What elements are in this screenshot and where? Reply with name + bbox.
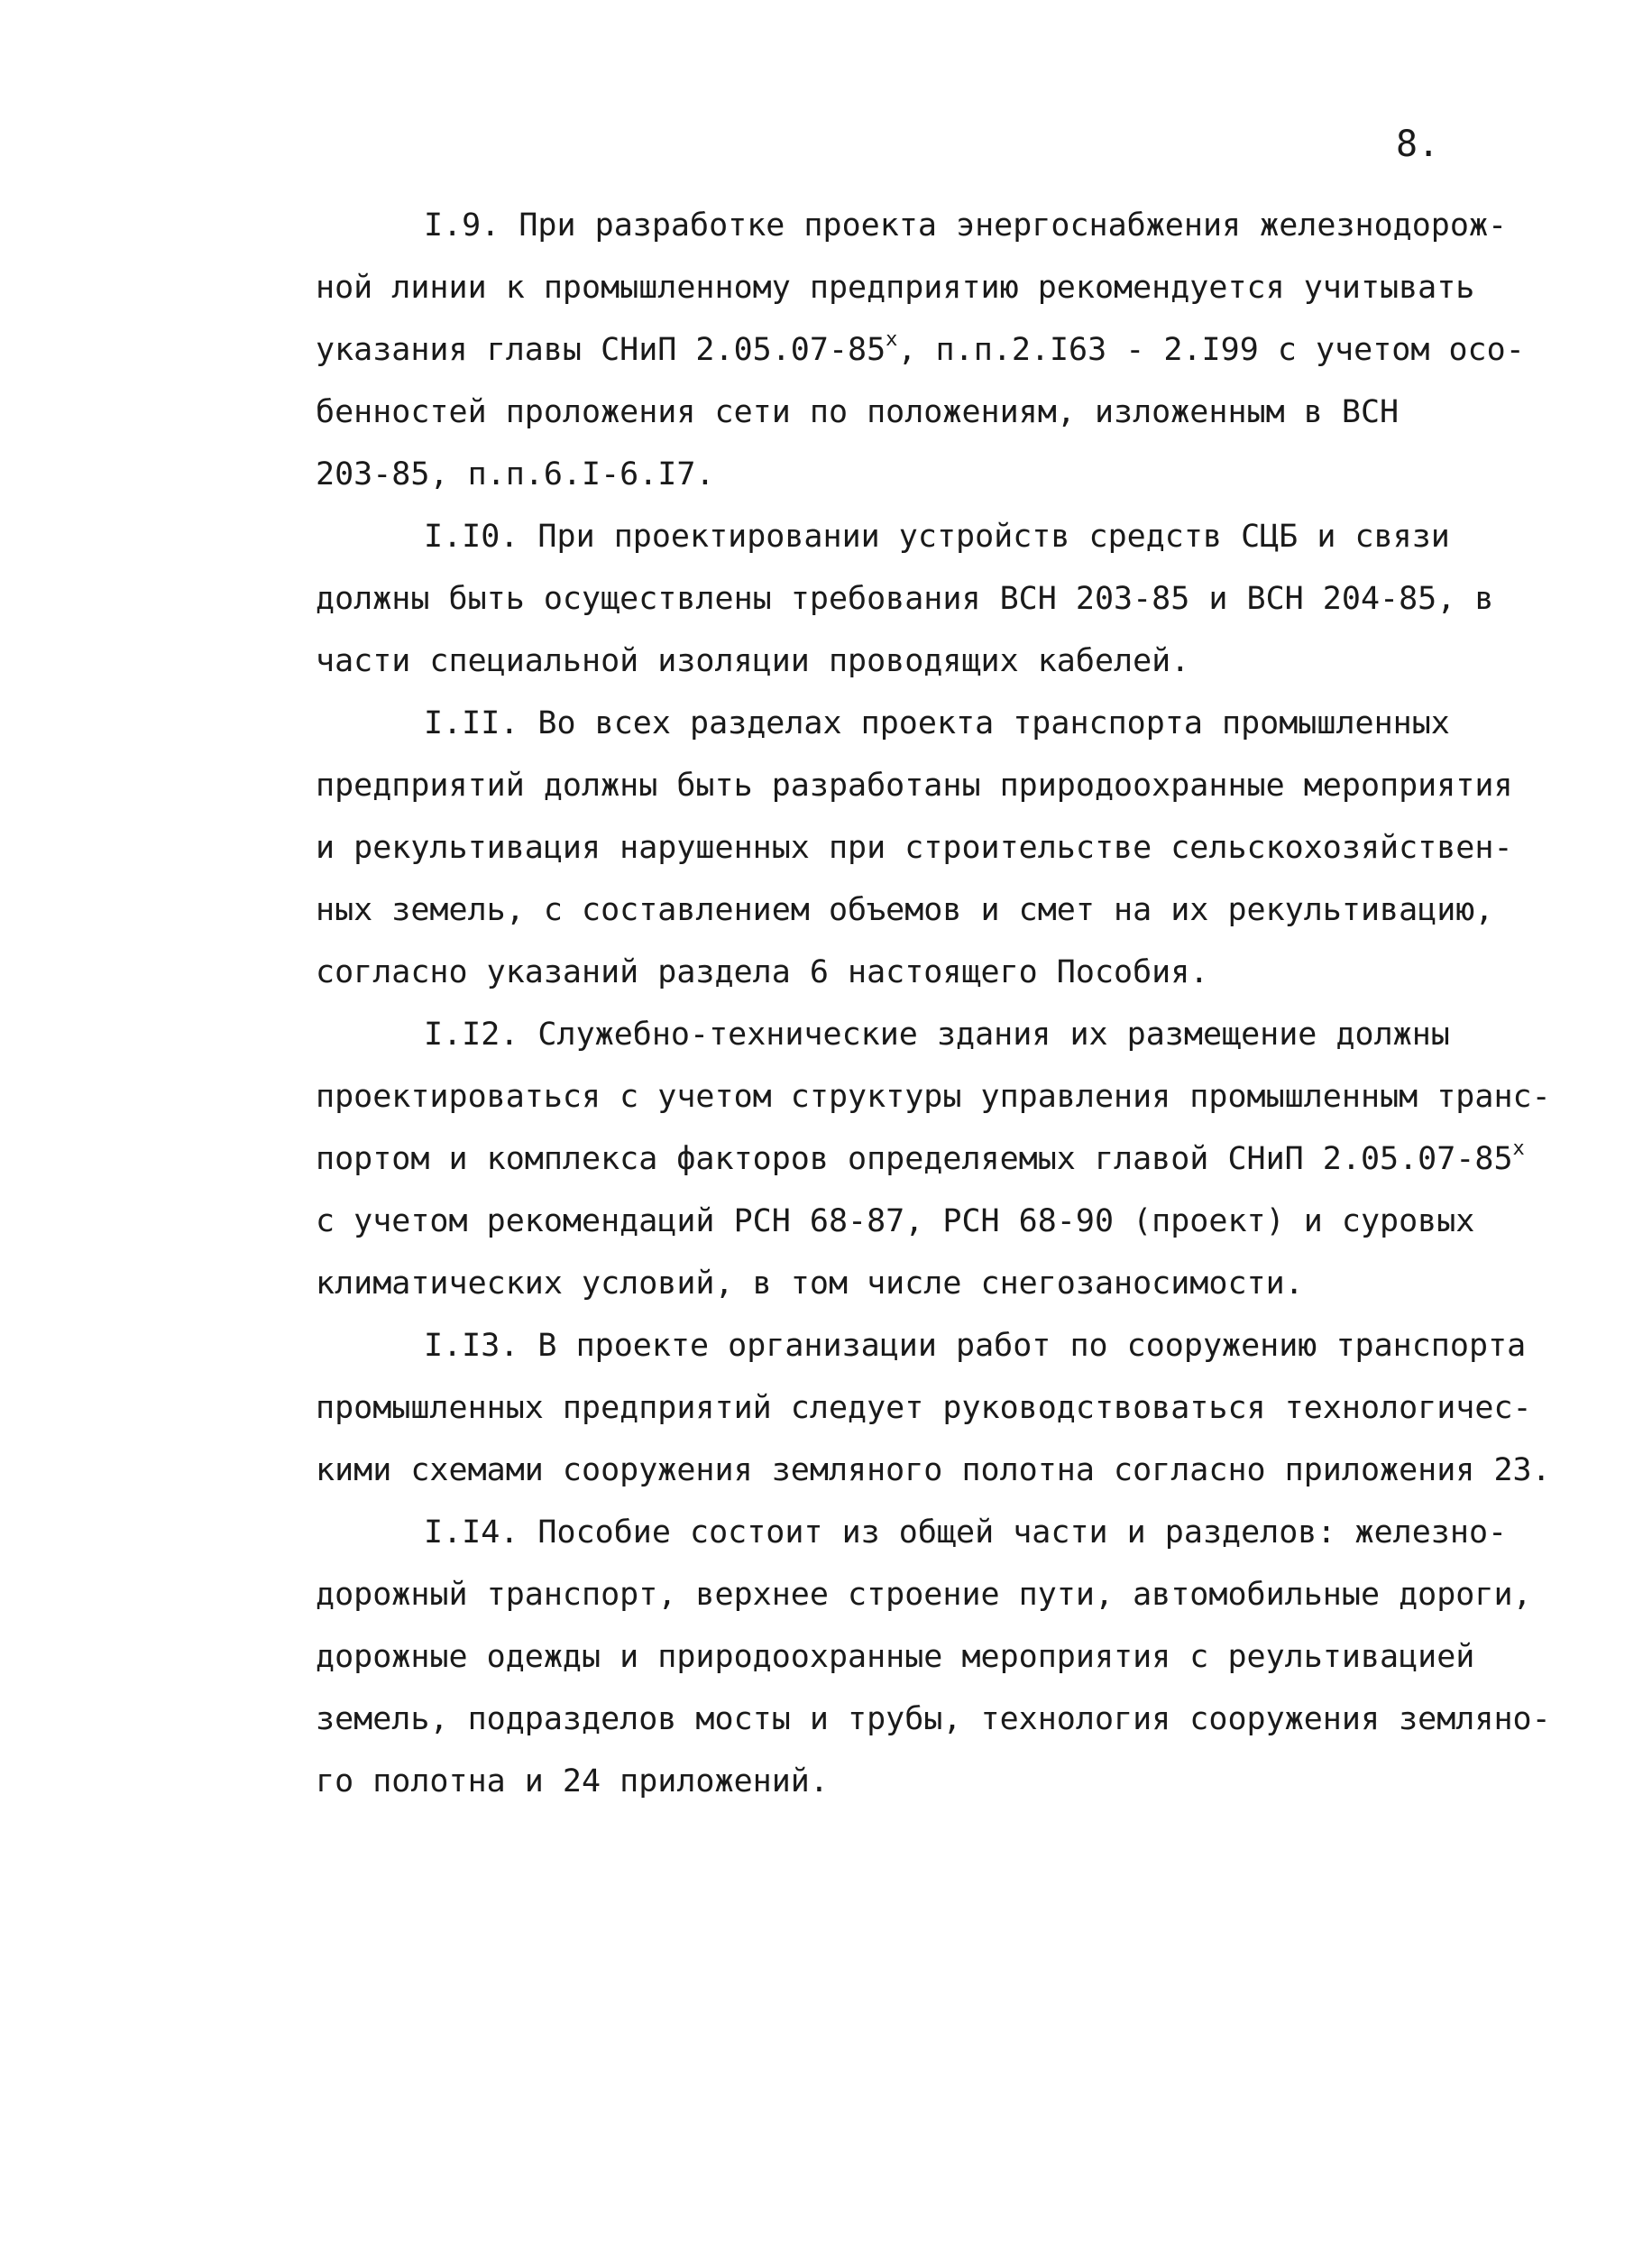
text-line: ной линии к промышленному предприятию рекомендуется учитывать (316, 270, 1475, 306)
text-line: I.I4. Пособие состоит из общей части и разделов: железно- (424, 1514, 1508, 1551)
text-line: дорожные одежды и природоохранные мероприятия с реультивацией (316, 1639, 1475, 1675)
text-line: I.II. Во всех разделах проекта транспорта промышленных (424, 705, 1450, 741)
text-line-start: портом и комплекса факторов определяемых главой СНиП 2.05.07-85 (316, 1141, 1513, 1177)
text-line: промышленных предприятий следует руководствоваться технологичес- (316, 1390, 1532, 1426)
text-line: бенностей проложения сети по положениям, изложенным в ВСН (316, 394, 1400, 430)
text-line-end: , п.п.2.I63 - 2.I99 с учетом осо- (897, 332, 1525, 368)
text-line: дорожный транспорт, верхнее строение пути, автомобильные дороги, (316, 1577, 1532, 1613)
text-line: земель, подразделов мосты и трубы, технология сооружения земляно- (316, 1701, 1551, 1737)
text-line: ных земель, с составлением объемов и смет на их рекультивацию, (316, 892, 1494, 928)
text-line: го полотна и 24 приложений. (316, 1763, 829, 1799)
paragraph-1-9 (316, 195, 1524, 506)
text-line: проектироваться с учетом структуры управления промышленным транс- (316, 1079, 1551, 1115)
text-line: I.I3. В проекте организации работ по сооружению транспорта (424, 1328, 1527, 1364)
text-line-with-superscript (316, 319, 1524, 382)
text-line-start: указания главы СНиП 2.05.07-85 (316, 332, 886, 368)
text-line: кими схемами сооружения земляного полотна согласно приложения 23. (316, 1452, 1551, 1488)
paragraph-1-10 (316, 506, 1524, 693)
superscript-x: x (1512, 1137, 1525, 1160)
paragraph-1-11 (316, 693, 1524, 1004)
page-number: 8. (1396, 124, 1440, 165)
text-line: согласно указаний раздела 6 настоящего Пособия. (316, 954, 1209, 990)
superscript-x: x (886, 328, 898, 351)
text-line: части специальной изоляции проводящих кабелей. (316, 643, 1190, 679)
paragraph-1-13 (316, 1315, 1551, 1502)
text-line: предприятий должны быть разработаны природоохранные мероприятия (316, 768, 1513, 804)
text-line-with-superscript (316, 1128, 1524, 1191)
text-line: I.9. При разработке проекта энергоснабжения железнодорож- (424, 207, 1508, 244)
text-line: 203-85, п.п.6.I-6.I7. (316, 456, 715, 492)
paragraph-1-12 (316, 1004, 1551, 1315)
text-line: и рекультивация нарушенных при строительстве сельскохозяйствен- (316, 830, 1513, 866)
text-line: климатических условий, в том числе снегозаносимости. (316, 1266, 1304, 1302)
text-line: I.I2. Служебно-технические здания их размещение должны (424, 1017, 1450, 1053)
document-body (316, 195, 1551, 1813)
text-line: должны быть осуществлены требования ВСН 203-85 и ВСН 204-85, в (316, 581, 1494, 617)
text-line: с учетом рекомендаций РСН 68-87, РСН 68-90 (проект) и суровых (316, 1203, 1475, 1239)
text-line: I.I0. При проектировании устройств средств СЦБ и связи (424, 519, 1450, 555)
paragraph-1-14 (316, 1502, 1551, 1813)
